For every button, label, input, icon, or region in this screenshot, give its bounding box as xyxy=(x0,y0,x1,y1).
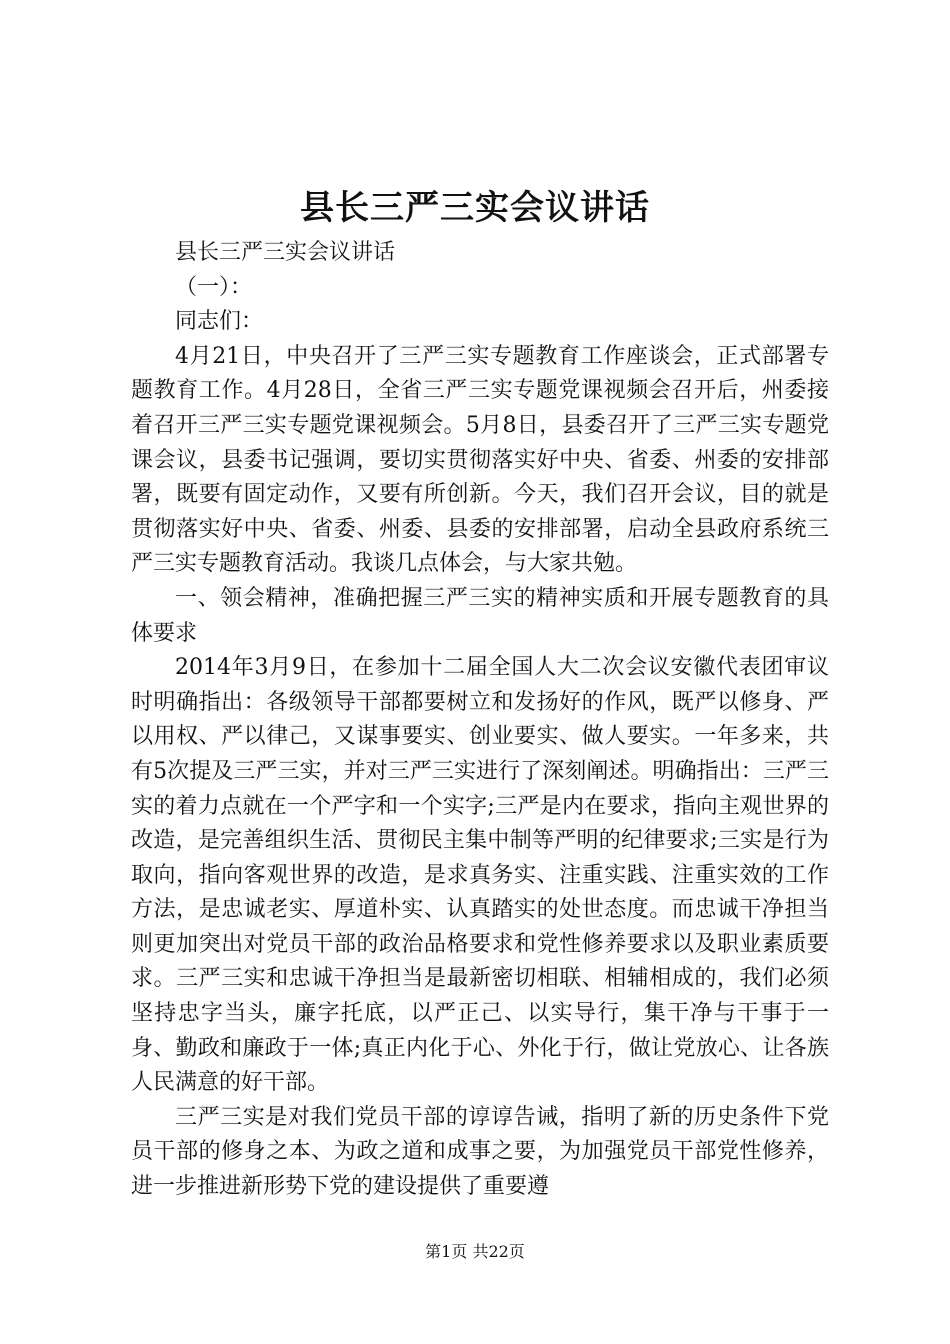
paragraph-subtitle: 县长三严三实会议讲话 xyxy=(175,240,396,265)
paragraph-salutation: 同志们： xyxy=(175,309,264,335)
document-body xyxy=(131,236,829,1205)
paragraph-section-number: （一）： xyxy=(175,274,253,300)
page-indicator: 第1页 共22页 xyxy=(425,1242,525,1261)
paragraph-body: 三严三实是对我们党员干部的谆谆告诫，指明了新的历史条件下党员干部的修身之本、为政之道和成事之要，为加强党员干部党性修养，进一步推进新形势下党的建设提供了重要遵 xyxy=(131,1104,829,1200)
paragraph-body: 2014年3月9日，在参加十二届全国人大二次会议安徽代表团审议时明确指出：各级领导干部都要树立和发扬好的作风，既严以修身、严以用权、严以律己，又谋事要实、创业要实、做人要实。一年多来，共有5次提及三严三实，并对三严三实进行了深刻阐述。明确指出：三严三实的着力点就在一个严字和一个实字;三严是内在要求，指向主观世界的改造，是完善组织生活、贯彻民主集中制等严明的纪律要求;三实是行为取向，指向客观世界的改造，是求真务实、注重实践、注重实效的工作方法，是忠诚老实、厚道朴实、认真踏实的处世态度。而忠诚干净担当则更加突出对党员干部的政治品格要求和党性修养要求以及职业素质要求。三严三实和忠诚干净担当是最新密切相联、相辅相成的，我们必须坚持忠字当头，廉字托底，以严正己、以实导行，集干净与干事于一身、勤政和廉政于一体;真正内化于心、外化于行，做让党放心、让各族人民满意的好干部。 xyxy=(131,655,829,1096)
paragraph-intro: 4月21日，中央召开了三严三实专题教育工作座谈会，正式部署专题教育工作。4月28日，全省三严三实专题党课视频会召开后，州委接着召开三严三实专题党课视频会。5月8日，县委召开了三严三实专题党课会议，县委书记强调，要切实贯彻落实好中央、省委、州委的安排部署，既要有固定动作，又要有所创新。今天，我们召开会议，目的就是贯彻落实好中央、省委、州委、县委的安排部署，启动全县政府系统三严三实专题教育活动。我谈几点体会，与大家共勉。 xyxy=(131,343,829,577)
document-title: 县长三严三实会议讲话 xyxy=(300,188,650,228)
paragraph-heading-one: 一、领会精神，准确把握三严三实的精神实质和开展专题教育的具体要求 xyxy=(131,585,829,646)
